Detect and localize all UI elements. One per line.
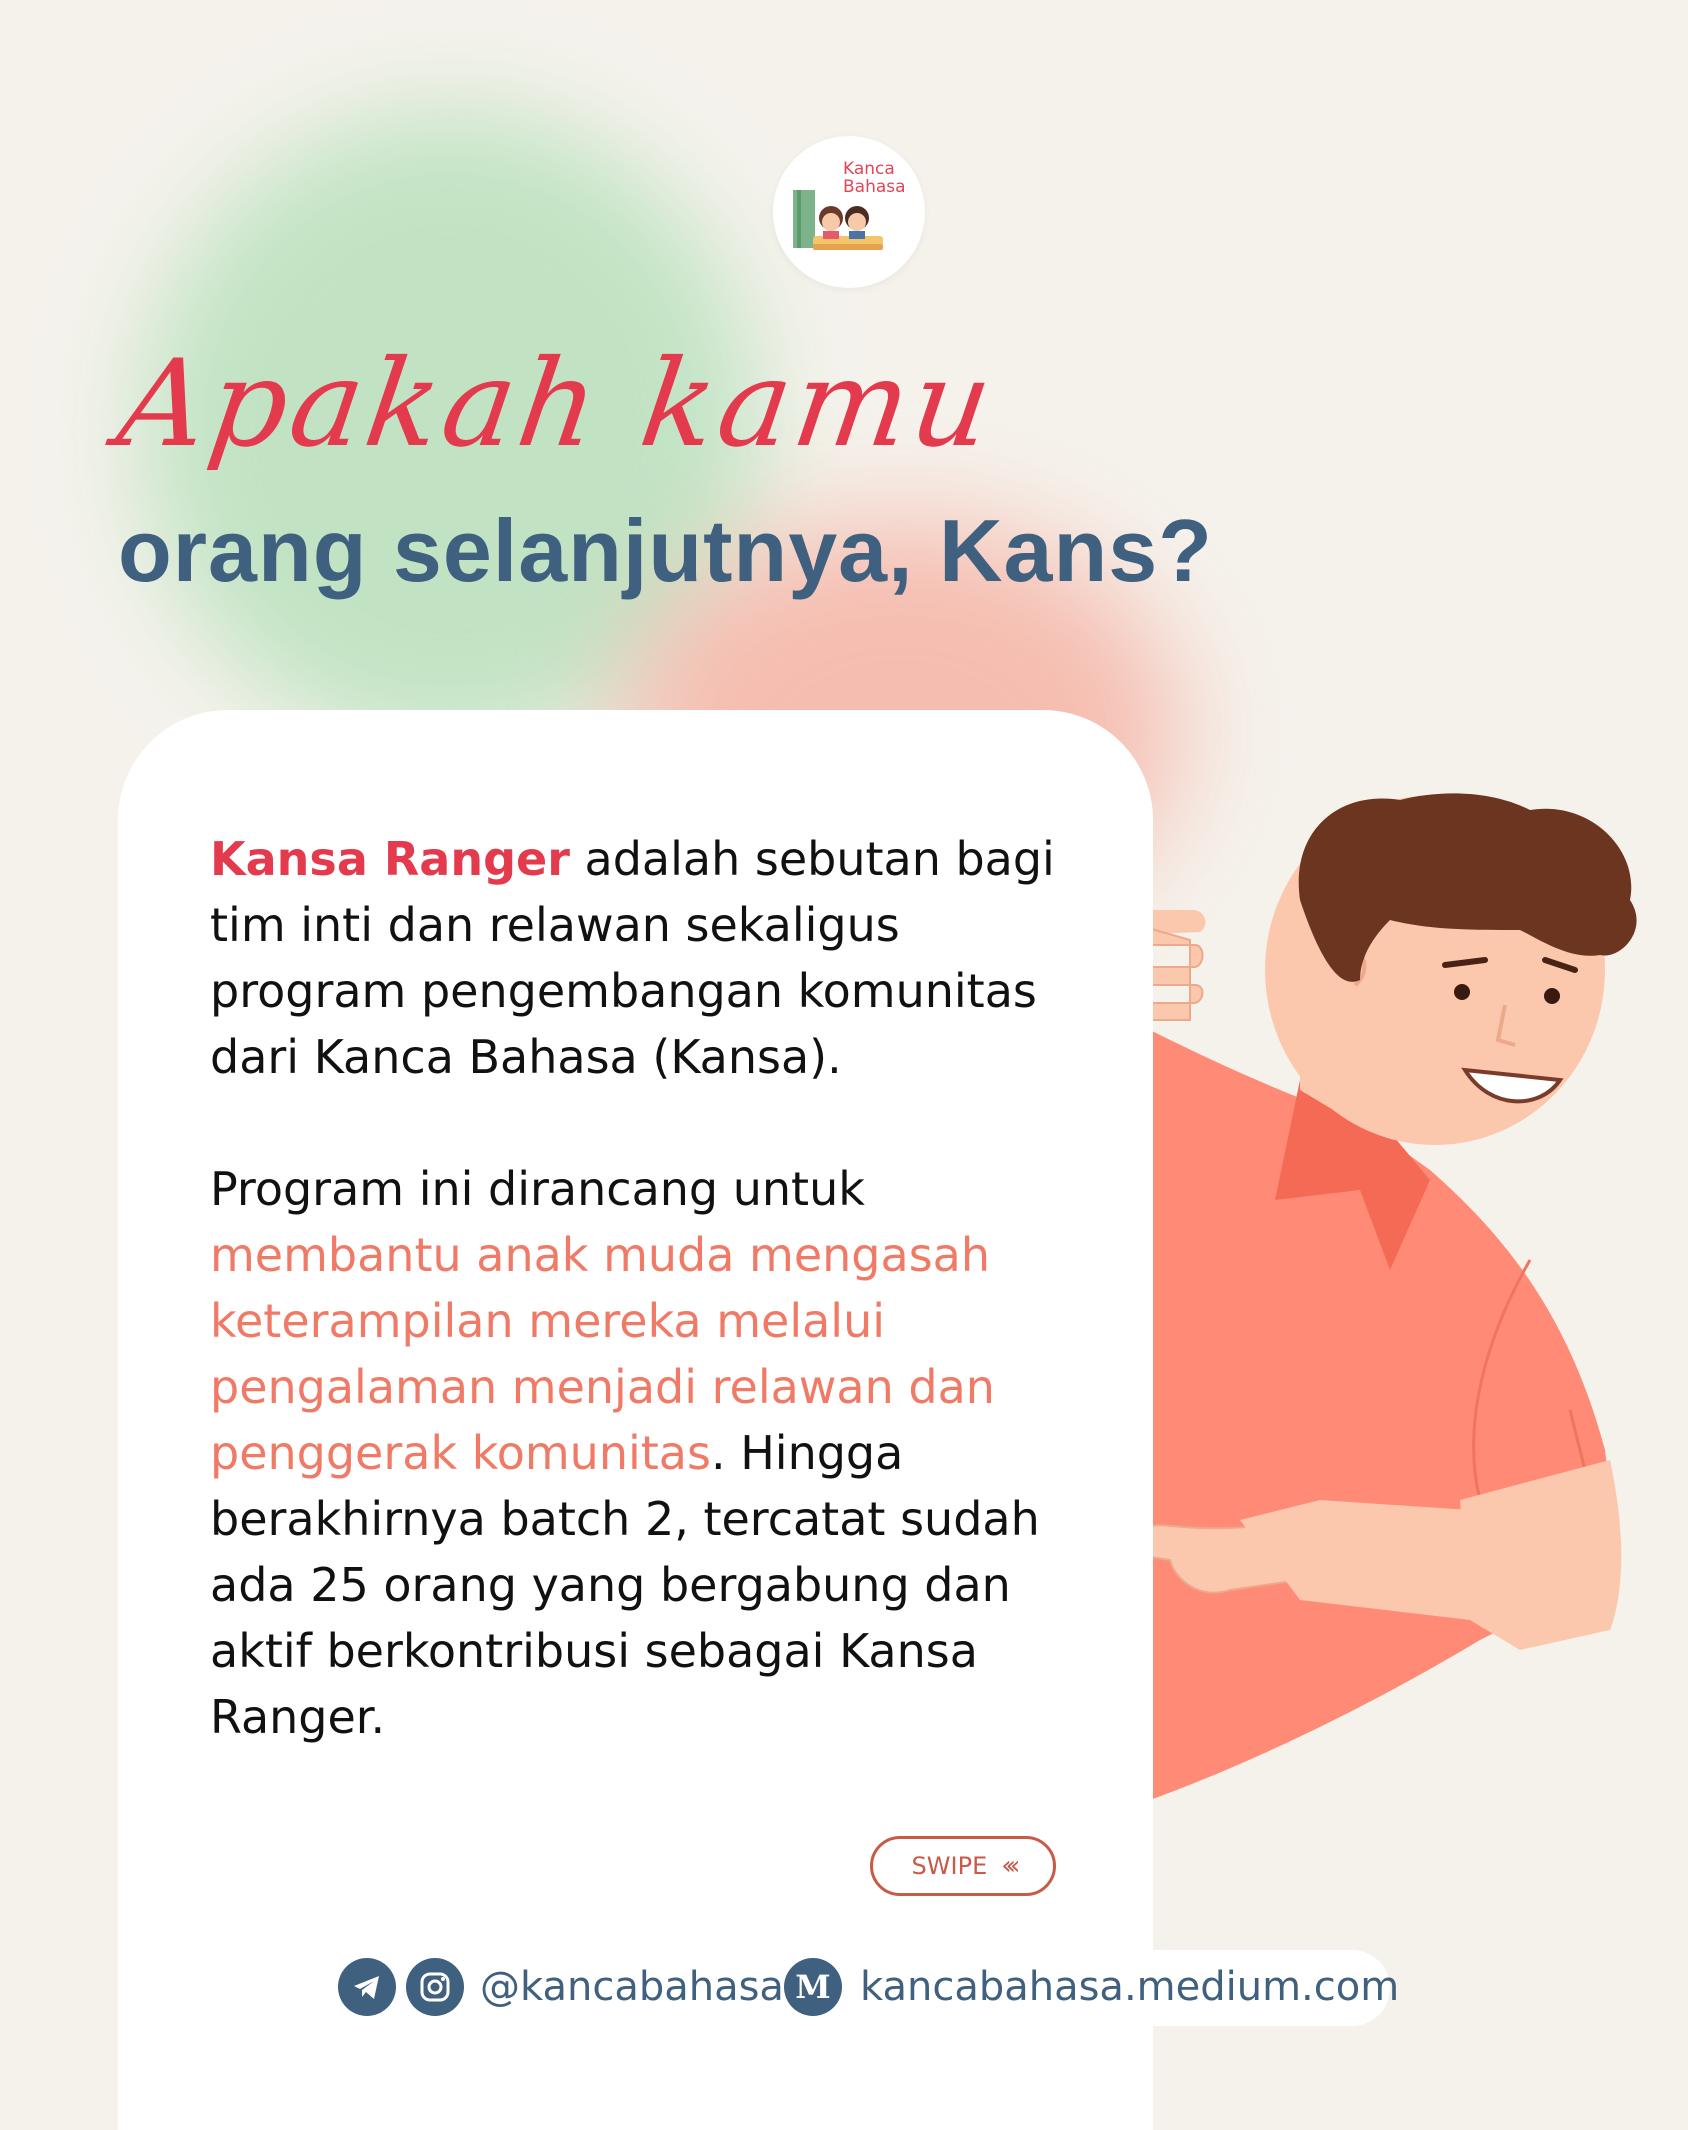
medium-icon: M — [784, 1958, 842, 2016]
instagram-icon[interactable] — [406, 1958, 464, 2016]
medium-url[interactable]: kancabahasa.medium.com — [860, 1964, 1400, 2010]
medium-link[interactable] — [784, 1958, 1399, 2016]
paragraph-2-highlight: membantu anak muda mengasah keterampilan mereka melalui pengalaman menjadi relawan dan penggerak komunitas — [210, 1228, 995, 1480]
paragraph-1 — [210, 826, 1090, 1090]
paragraph-2 — [210, 1156, 1090, 1750]
content-text — [210, 826, 1090, 1750]
page-title: orang selanjutnya, Kans? — [118, 501, 1213, 600]
paragraph-2-start: Program ini dirancang untuk — [210, 1162, 865, 1216]
chevrons-left-icon: ‹‹‹ — [1001, 1851, 1015, 1881]
title-script: Apakah kamu — [110, 335, 1004, 474]
swipe-label: SWIPE — [911, 1852, 988, 1880]
logo-line-2: Bahasa — [843, 177, 906, 197]
swipe-button[interactable] — [870, 1836, 1056, 1896]
paragraph-1-text: adalah sebutan bagi tim inti dan relawan sekaligus program pengembangan komunitas dari Kanca Bahasa (Kansa). — [210, 832, 1055, 1084]
social-handle[interactable] — [338, 1958, 784, 2016]
logo-line-1: Kanca — [843, 159, 895, 179]
telegram-icon[interactable] — [338, 1958, 396, 2016]
paragraph-2-end: . Hingga berakhirnya batch 2, tercatat sudah ada 25 orang yang bergabung dan aktif berkontribusi sebagai Kansa Ranger. — [210, 1426, 1040, 1744]
instagram-handle[interactable]: @kancabahasa — [480, 1964, 784, 2010]
kansa-ranger-highlight: Kansa Ranger — [210, 832, 570, 886]
